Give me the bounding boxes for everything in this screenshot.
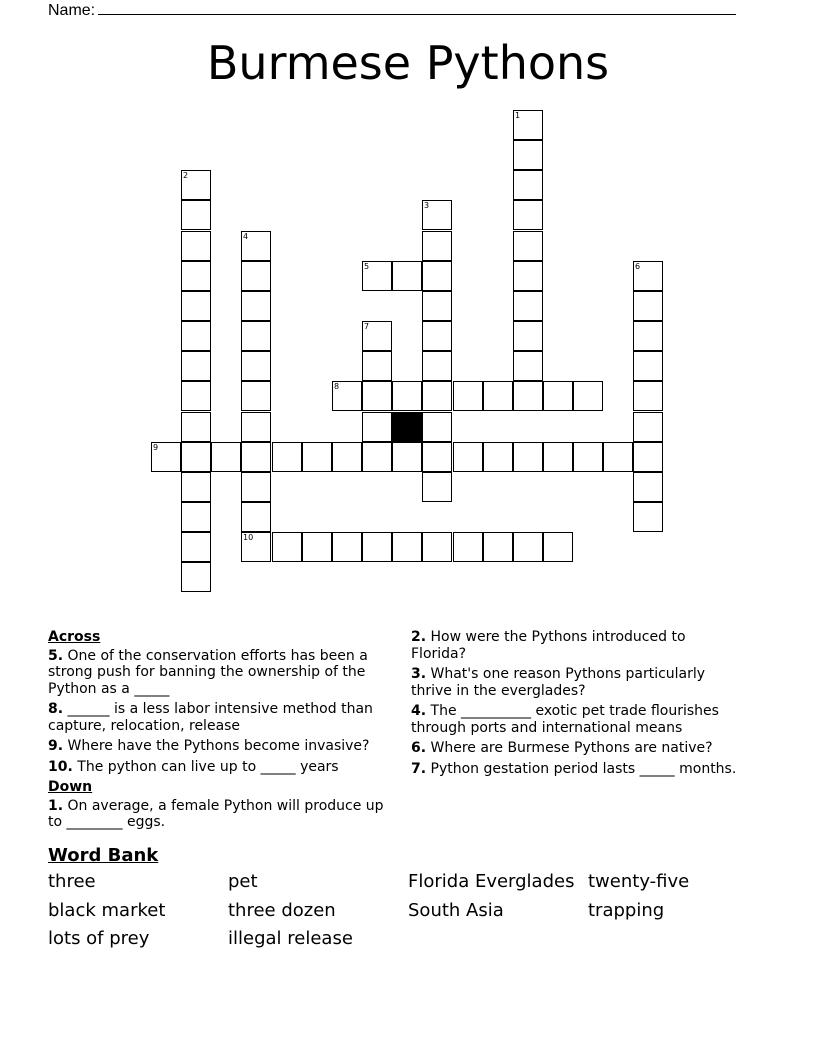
grid-cell[interactable]	[241, 381, 271, 411]
grid-cell[interactable]	[241, 291, 271, 321]
clues-left-column	[48, 629, 393, 835]
grid-cell[interactable]	[181, 231, 211, 261]
grid-cell[interactable]	[453, 442, 483, 472]
grid-cell[interactable]	[181, 200, 211, 230]
grid-cell[interactable]	[241, 472, 271, 502]
grid-cell[interactable]	[332, 442, 362, 472]
grid-cell[interactable]	[181, 532, 211, 562]
grid-cell[interactable]	[633, 412, 663, 442]
grid-cell[interactable]	[633, 351, 663, 381]
grid-cell[interactable]	[513, 351, 543, 381]
grid-cell[interactable]	[513, 231, 543, 261]
grid-cell[interactable]	[392, 381, 422, 411]
clue-across-9: 9. Where have the Pythons become invasive?	[48, 738, 370, 754]
word-bank-item: twenty-five	[588, 871, 690, 892]
grid-cell[interactable]	[633, 261, 663, 291]
clue-number: 2	[183, 171, 189, 180]
grid-cell[interactable]	[483, 381, 513, 411]
grid-cell[interactable]	[422, 321, 452, 351]
word-bank-heading: Word Bank	[48, 845, 159, 866]
clue-across-10: 10. The python can live up to _____ years	[48, 758, 339, 775]
grid-cell[interactable]	[392, 532, 422, 562]
grid-cell[interactable]	[603, 442, 633, 472]
grid-cell[interactable]	[573, 442, 603, 472]
grid-cell[interactable]	[302, 532, 332, 562]
grid-cell[interactable]	[181, 291, 211, 321]
grid-cell[interactable]	[181, 351, 211, 381]
grid-cell[interactable]	[241, 532, 271, 562]
grid-cell[interactable]	[422, 231, 452, 261]
word-bank-item: illegal release	[228, 928, 353, 949]
grid-cell[interactable]	[422, 261, 452, 291]
grid-cell[interactable]	[543, 442, 573, 472]
clue-down-3: 3. What's one reason Pythons particularly thrive in the everglades?	[411, 666, 706, 699]
grid-cell[interactable]	[422, 291, 452, 321]
grid-cell[interactable]	[633, 381, 663, 411]
clue-number: 6	[635, 262, 641, 271]
word-bank-item: black market	[48, 900, 166, 921]
grid-cell[interactable]	[422, 381, 452, 411]
clue-across-5: 5. One of the conservation efforts has been a strong push for banning the ownership of the Python as a _____	[48, 647, 368, 697]
grid-cell[interactable]	[272, 442, 302, 472]
grid-cell[interactable]	[362, 261, 392, 291]
grid-cell[interactable]	[181, 562, 211, 592]
word-bank-item: three dozen	[228, 900, 336, 921]
grid-cell[interactable]	[513, 321, 543, 351]
grid-cell[interactable]	[332, 532, 362, 562]
grid-cell[interactable]	[362, 412, 392, 442]
grid-cell[interactable]	[181, 412, 211, 442]
grid-cell[interactable]	[181, 472, 211, 502]
grid-cell[interactable]	[181, 381, 211, 411]
clue-down-1: 1. On average, a female Python will produce up to ________ eggs.	[48, 797, 384, 830]
grid-cell[interactable]	[362, 351, 392, 381]
grid-cell[interactable]	[422, 412, 452, 442]
grid-cell[interactable]	[633, 291, 663, 321]
grid-cell[interactable]	[633, 472, 663, 502]
grid-cell[interactable]	[513, 170, 543, 200]
grid-cell[interactable]	[513, 110, 543, 140]
grid-cell[interactable]	[513, 532, 543, 562]
clue-down-4: 4. The __________ exotic pet trade flourishes through ports and international means	[411, 703, 719, 736]
grid-block	[392, 412, 422, 442]
down-heading: Down	[48, 779, 93, 795]
clue-number: 5	[364, 262, 370, 271]
grid-cell[interactable]	[241, 351, 271, 381]
grid-cell[interactable]	[241, 412, 271, 442]
grid-cell[interactable]	[211, 442, 241, 472]
clue-number: 8	[334, 382, 340, 391]
grid-cell[interactable]	[181, 321, 211, 351]
grid-cell[interactable]	[181, 170, 211, 200]
grid-cell[interactable]	[573, 381, 603, 411]
grid-cell[interactable]	[633, 321, 663, 351]
grid-cell[interactable]	[422, 200, 452, 230]
grid-cell[interactable]	[241, 231, 271, 261]
grid-cell[interactable]	[181, 502, 211, 532]
clue-across-8: 8. ______ is a less labor intensive method than capture, relocation, release	[48, 701, 373, 734]
grid-cell[interactable]	[513, 381, 543, 411]
across-heading: Across	[48, 629, 101, 645]
grid-cell[interactable]	[181, 261, 211, 291]
grid-cell[interactable]	[422, 442, 452, 472]
grid-cell[interactable]	[241, 321, 271, 351]
grid-cell[interactable]	[543, 381, 573, 411]
grid-cell[interactable]	[302, 442, 332, 472]
grid-cell[interactable]	[392, 442, 422, 472]
clue-number: 9	[153, 443, 159, 452]
word-bank-item: Florida Everglades	[408, 871, 575, 892]
clue-number: 4	[243, 232, 249, 241]
page-title: Burmese Pythons	[206, 36, 610, 90]
grid-cell[interactable]	[362, 442, 392, 472]
grid-cell[interactable]	[272, 532, 302, 562]
grid-cell[interactable]	[181, 442, 211, 472]
word-bank-item: pet	[228, 871, 258, 892]
grid-cell[interactable]	[633, 502, 663, 532]
clues-right-column	[411, 629, 741, 781]
grid-cell[interactable]	[422, 351, 452, 381]
grid-cell[interactable]	[513, 291, 543, 321]
clue-number: 1	[515, 111, 521, 120]
grid-cell[interactable]	[422, 532, 452, 562]
grid-cell[interactable]	[513, 442, 543, 472]
grid-cell[interactable]	[392, 261, 422, 291]
word-bank-item: lots of prey	[48, 928, 150, 949]
word-bank-item: trapping	[588, 900, 665, 921]
grid-cell[interactable]	[543, 532, 573, 562]
word-bank-item: South Asia	[408, 900, 504, 921]
clue-down-6: 6. Where are Burmese Pythons are native?	[411, 740, 713, 756]
grid-cell[interactable]	[422, 472, 452, 502]
grid-cell[interactable]	[241, 502, 271, 532]
grid-cell[interactable]	[513, 140, 543, 170]
grid-cell[interactable]	[362, 532, 392, 562]
grid-cell[interactable]	[362, 381, 392, 411]
word-bank-item: three	[48, 871, 96, 892]
grid-cell[interactable]	[633, 442, 663, 472]
grid-cell[interactable]	[241, 261, 271, 291]
grid-cell[interactable]	[453, 532, 483, 562]
clue-number: 3	[424, 201, 430, 210]
grid-cell[interactable]	[332, 381, 362, 411]
grid-cell[interactable]	[483, 532, 513, 562]
grid-cell[interactable]	[483, 442, 513, 472]
grid-cell[interactable]	[513, 200, 543, 230]
grid-cell[interactable]	[241, 442, 271, 472]
clue-down-2: 2. How were the Pythons introduced to Florida?	[411, 629, 686, 662]
grid-cell[interactable]	[453, 381, 483, 411]
clue-down-7: 7. Python gestation period lasts _____ months.	[411, 760, 737, 777]
grid-cell[interactable]	[362, 321, 392, 351]
name-label: Name:	[48, 2, 96, 19]
grid-cell[interactable]	[151, 442, 181, 472]
clue-number: 10	[243, 533, 254, 542]
grid-cell[interactable]	[513, 261, 543, 291]
clue-number: 7	[364, 322, 370, 331]
